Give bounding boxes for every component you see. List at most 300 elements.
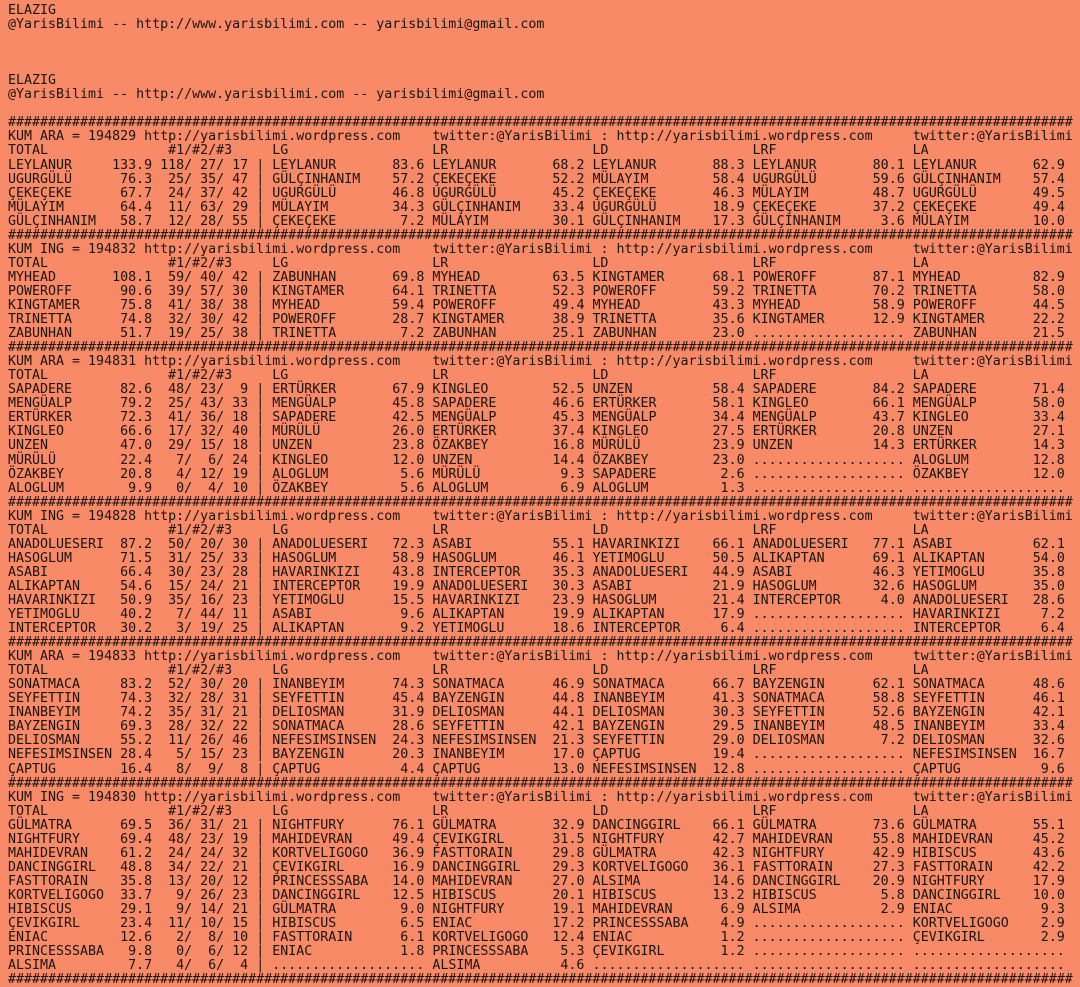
lr-name: BAYZENGIN <box>432 691 545 707</box>
horse-name: LEYLANUR <box>8 157 113 173</box>
lr-value: 45.3 <box>544 410 593 426</box>
placing-stats: 0/ 6/ 12 <box>152 944 249 960</box>
lrf-name: KINGTAMER <box>752 312 865 328</box>
no-data-dots: ................... <box>752 621 913 637</box>
twitter-handle: twitter:@YarisBilimi <box>912 129 1073 145</box>
lrf-value: 46.3 <box>864 564 913 580</box>
lrf-value: 52.6 <box>864 705 913 721</box>
ld-name: MENGÜALP <box>592 410 705 426</box>
lr-name: ÖZAKBEY <box>432 438 545 454</box>
horse-name: INANBEYIM <box>8 705 113 721</box>
lg-name: PRINCESSSABA <box>272 873 385 889</box>
ld-value: 66.1 <box>704 817 753 833</box>
total-value: 66.6 <box>112 424 153 440</box>
lr-name: HIBISCUS <box>432 887 545 903</box>
columns-header-line <box>8 664 1080 678</box>
placing-stats: 25/ 35/ 47 <box>152 171 249 187</box>
horse-name: SAPADERE <box>8 382 113 398</box>
total-value: 76.3 <box>112 171 153 187</box>
lr-value: 17.2 <box>544 916 593 932</box>
ld-value: 29.5 <box>704 719 753 735</box>
lrf-name: ANADOLUESERI <box>752 536 865 552</box>
horse-name: GÜLÇINHANIM <box>8 213 113 229</box>
lrf-name: INANBEYIM <box>752 719 865 735</box>
lg-name: ALIKAPTAN <box>272 621 385 637</box>
blog-url-link: http://yarisbilimi.wordpress.com <box>144 649 401 665</box>
la-name: GÜLÇINHANIM <box>912 171 1025 187</box>
lg-name: ASABI <box>272 607 385 623</box>
ld-value: 1.2 <box>704 930 753 946</box>
no-data-dots: ................... <box>912 958 1073 974</box>
twitter-handle: twitter:@YarisBilimi <box>432 354 593 370</box>
stats-row <box>8 959 1080 973</box>
column-label-lrf: LRF <box>752 663 913 679</box>
column-divider: | <box>248 297 273 313</box>
lg-value: 9.0 <box>384 902 433 917</box>
lg-value: 46.8 <box>384 185 433 201</box>
lrf-value: 87.1 <box>864 269 913 285</box>
placing-stats: 41/ 36/ 18 <box>152 410 249 426</box>
lg-value: 9.6 <box>384 607 433 623</box>
twitter-handle: twitter:@YarisBilimi <box>912 241 1073 257</box>
column-divider: | <box>248 944 273 960</box>
lr-name: ALOGLUM <box>432 480 545 496</box>
column-divider: | <box>248 550 273 566</box>
twitter-handle: twitter:@YarisBilimi <box>432 129 593 145</box>
lg-value: 64.1 <box>384 283 433 299</box>
stats-row <box>8 706 1080 720</box>
ld-name: ÇAPTUG <box>592 747 705 763</box>
lr-value: 29.8 <box>544 845 593 861</box>
lrf-name: LEYLANUR <box>752 157 865 173</box>
ld-name: ALOGLUM <box>592 480 705 496</box>
blog-url-link: http://yarisbilimi.wordpress.com <box>144 508 401 524</box>
total-value: 50.9 <box>112 592 153 608</box>
race-label: KUM ARA = 194829 <box>8 129 137 145</box>
placing-stats: 35/ 31/ 21 <box>152 705 249 721</box>
ld-name: ANADOLUESERI <box>592 564 705 580</box>
separator-line: ##################################################################################################################################### <box>8 115 1073 131</box>
no-data-dots: ................... <box>752 326 913 342</box>
lg-value: 59.4 <box>384 297 433 313</box>
lrf-name: POWEROFF <box>752 269 865 285</box>
stats-row <box>8 678 1080 692</box>
total-value: 72.3 <box>112 410 153 426</box>
column-divider: | <box>248 382 273 398</box>
la-name: YETIMOGLU <box>912 564 1025 580</box>
lr-value: 44.8 <box>544 691 593 707</box>
horse-name: GÜLMATRA <box>8 817 113 833</box>
horse-name: KINGLEO <box>8 424 113 440</box>
total-value: 58.7 <box>112 213 153 229</box>
lrf-name: UNZEN <box>752 438 865 454</box>
la-name: UGURGÜLÜ <box>912 185 1025 201</box>
la-name: UNZEN <box>912 424 1025 440</box>
ld-value: 19.4 <box>704 747 753 763</box>
lg-name: BAYZENGIN <box>272 747 385 763</box>
lg-name: MÜLAYIM <box>272 199 385 215</box>
placing-stats: 48/ 23/ 9 <box>152 382 249 398</box>
total-value: 29.1 <box>112 902 153 917</box>
column-divider: | <box>248 410 273 426</box>
lr-value: 32.9 <box>544 817 593 833</box>
column-label-lg: LG <box>272 663 433 679</box>
horse-name: ÇEKEÇEKE <box>8 185 113 201</box>
blog-url-link: http://yarisbilimi.wordpress.com <box>616 649 873 665</box>
lr-value: 14.4 <box>544 452 593 468</box>
placing-stats: 13/ 20/ 12 <box>152 873 249 889</box>
lg-value: 69.8 <box>384 269 433 285</box>
stats-row <box>8 734 1080 748</box>
lr-value: 52.3 <box>544 283 593 299</box>
column-divider: | <box>248 958 273 974</box>
column-label-la: LA <box>912 803 1073 819</box>
placing-stats: 7/ 44/ 11 <box>152 607 249 623</box>
la-name: SONATMACA <box>912 677 1025 693</box>
placing-stats: 24/ 37/ 42 <box>152 185 249 201</box>
ld-name: DELIOSMAN <box>592 705 705 721</box>
lg-value: 6.5 <box>384 916 433 932</box>
lg-name: INTERCEPTOR <box>272 578 385 594</box>
lr-name: ÇAPTUG <box>432 761 545 777</box>
race-label: KUM ARA = 194833 <box>8 649 137 665</box>
total-value: 30.2 <box>112 621 153 637</box>
horse-name: HAVARINKIZI <box>8 592 113 608</box>
lrf-value: 5.8 <box>864 887 913 903</box>
no-data-dots: ................... <box>592 958 753 974</box>
columns-header-line <box>8 257 1080 271</box>
stats-row <box>8 482 1080 496</box>
placing-stats: 4/ 6/ 4 <box>152 958 249 974</box>
la-value: 27.1 <box>1024 424 1073 440</box>
la-value: 42.2 <box>1024 859 1073 875</box>
la-value: 71.4 <box>1024 382 1073 398</box>
column-label-total: TOTAL <box>8 803 169 819</box>
placing-stats: 34/ 22/ 21 <box>152 859 249 875</box>
separator-line: ##################################################################################################################################### <box>8 227 1073 243</box>
lrf-value: 12.9 <box>864 312 913 328</box>
lg-value: 42.5 <box>384 410 433 426</box>
blog-url-link: http://yarisbilimi.wordpress.com <box>616 789 873 805</box>
lr-name: SAPADERE <box>432 396 545 412</box>
column-divider: | <box>248 578 273 594</box>
blank-line <box>8 102 1080 116</box>
lr-value: 37.4 <box>544 424 593 440</box>
lg-value: 24.3 <box>384 733 433 749</box>
lrf-name: ALIKAPTAN <box>752 550 865 566</box>
horse-name: FASTTORAIN <box>8 873 113 889</box>
lr-name: TRINETTA <box>432 283 545 299</box>
lg-name: POWEROFF <box>272 312 385 328</box>
placing-stats: 35/ 16/ 23 <box>152 592 249 608</box>
lrf-value: 20.9 <box>864 873 913 889</box>
total-value: 61.2 <box>112 845 153 861</box>
placing-stats: 15/ 24/ 21 <box>152 578 249 594</box>
lr-name: ALSIMA <box>432 958 545 974</box>
horse-name: UNZEN <box>8 438 113 454</box>
stats-row <box>8 903 1080 917</box>
lrf-value: 84.2 <box>864 382 913 398</box>
column-label-lr: LR <box>432 803 593 819</box>
lg-value: 74.3 <box>384 677 433 693</box>
total-value: 35.8 <box>112 873 153 889</box>
lr-value: 35.3 <box>544 564 593 580</box>
stats-row <box>8 763 1080 777</box>
ld-name: LEYLANUR <box>592 157 705 173</box>
lrf-value: 69.1 <box>864 550 913 566</box>
ld-name: KORTVELIGOGO <box>592 859 705 875</box>
placing-stats: 11/ 63/ 29 <box>152 199 249 215</box>
lr-name: POWEROFF <box>432 297 545 313</box>
ld-name: KINGLEO <box>592 424 705 440</box>
lr-value: 30.3 <box>544 578 593 594</box>
stats-row <box>8 159 1080 173</box>
total-value: 16.4 <box>112 761 153 777</box>
lrf-value: 58.8 <box>864 691 913 707</box>
la-value: 14.3 <box>1024 438 1073 454</box>
placing-stats: 29/ 15/ 18 <box>152 438 249 454</box>
columns-header-line <box>8 524 1080 538</box>
lrf-value: 77.1 <box>864 536 913 552</box>
stats-row <box>8 538 1080 552</box>
lr-name: KINGLEO <box>432 382 545 398</box>
placing-stats: 5/ 15/ 23 <box>152 747 249 763</box>
horse-name: BAYZENGIN <box>8 719 113 735</box>
total-value: 90.6 <box>112 283 153 299</box>
placing-stats: 52/ 30/ 20 <box>152 677 249 693</box>
separator-line: ##################################################################################################################################### <box>8 972 1073 987</box>
lg-value: 43.8 <box>384 564 433 580</box>
lr-name: INANBEYIM <box>432 747 545 763</box>
credit-line: @YarisBilimi -- http://www.yarisbilimi.com -- yarisbilimi@gmail.com <box>8 87 545 103</box>
twitter-handle: twitter:@YarisBilimi <box>432 241 593 257</box>
race-header-line: KUM ING = 194832 http://yarisbilimi.wordpress.com twitter:@YarisBilimi : http://yarisbilimi.wordpress.com twitter:@YarisBilimi <box>8 241 1073 257</box>
lr-name: MAHIDEVRAN <box>432 873 545 889</box>
column-divider: | <box>248 719 273 735</box>
total-value: 40.2 <box>112 607 153 623</box>
la-value: 28.6 <box>1024 592 1073 608</box>
ld-name: GÜLÇINHANIM <box>592 213 705 229</box>
lr-name: ÇEKEÇEKE <box>432 171 545 187</box>
placing-stats: 8/ 9/ 8 <box>152 761 249 777</box>
lrf-name: DELIOSMAN <box>752 733 865 749</box>
lr-value: 12.4 <box>544 930 593 946</box>
lr-name: NIGHTFURY <box>432 902 545 917</box>
column-divider: | <box>248 705 273 721</box>
column-divider: | <box>248 536 273 552</box>
horse-name: ÖZAKBEY <box>8 466 113 482</box>
lrf-value: 4.0 <box>864 592 913 608</box>
stats-row <box>8 580 1080 594</box>
placing-stats: 32/ 28/ 31 <box>152 691 249 707</box>
total-value: 28.4 <box>112 747 153 763</box>
ld-value: 68.1 <box>704 269 753 285</box>
lg-value: 28.7 <box>384 312 433 328</box>
lrf-value: 73.6 <box>864 817 913 833</box>
la-name: HASOGLUM <box>912 578 1025 594</box>
lr-value: 18.6 <box>544 621 593 637</box>
ld-value: 6.9 <box>704 902 753 917</box>
lr-name: FASTTORAIN <box>432 845 545 861</box>
lg-name: TRINETTA <box>272 326 385 342</box>
total-value: 71.5 <box>112 550 153 566</box>
column-divider: | <box>248 733 273 749</box>
column-divider: | <box>248 691 273 707</box>
total-value: 9.9 <box>112 480 153 496</box>
lg-name: NEFESIMSINSEN <box>272 733 385 749</box>
lr-name: ÇEVIKGIRL <box>432 831 545 847</box>
total-value: 22.4 <box>112 452 153 468</box>
horse-name: ALIKAPTAN <box>8 578 113 594</box>
lr-name: KINGTAMER <box>432 312 545 328</box>
ld-value: 4.9 <box>704 916 753 932</box>
total-value: 54.6 <box>112 578 153 594</box>
lg-name: ÇEKEÇEKE <box>272 213 385 229</box>
no-data-dots: ................... <box>752 480 913 496</box>
lrf-name: NIGHTFURY <box>752 845 865 861</box>
la-value: 2.9 <box>1024 930 1073 946</box>
la-value: 82.9 <box>1024 269 1073 285</box>
lr-value: 5.3 <box>544 944 593 960</box>
stats-row <box>8 720 1080 734</box>
la-value: 35.8 <box>1024 564 1073 580</box>
ld-value: 44.9 <box>704 564 753 580</box>
lg-name: GÜLÇINHANIM <box>272 171 385 187</box>
total-value: 74.8 <box>112 312 153 328</box>
la-value: 58.0 <box>1024 283 1073 299</box>
placing-stats: 50/ 20/ 30 <box>152 536 249 552</box>
separator-line: ##################################################################################################################################### <box>8 494 1073 510</box>
lr-value: 9.3 <box>544 466 593 482</box>
total-value: 20.8 <box>112 466 153 482</box>
la-name: ÇEVIKGIRL <box>912 930 1025 946</box>
blog-url-link: http://yarisbilimi.wordpress.com <box>144 129 401 145</box>
lr-value: 52.2 <box>544 171 593 187</box>
lr-name: ASABI <box>432 536 545 552</box>
la-name: SAPADERE <box>912 382 1025 398</box>
stats-row <box>8 861 1080 875</box>
ld-name: SAPADERE <box>592 466 705 482</box>
lrf-name: SONATMACA <box>752 691 865 707</box>
lg-value: 16.9 <box>384 859 433 875</box>
horse-name: ANADOLUESERI <box>8 536 113 552</box>
la-value: 62.1 <box>1024 536 1073 552</box>
twitter-handle: twitter:@YarisBilimi <box>432 789 593 805</box>
lrf-name: HIBISCUS <box>752 887 865 903</box>
lrf-value: 2.9 <box>864 902 913 917</box>
total-value: 69.4 <box>112 831 153 847</box>
horse-name: ENIAC <box>8 930 113 946</box>
no-data-dots: ................... <box>752 761 913 777</box>
la-name: LEYLANUR <box>912 157 1025 173</box>
horse-name: MÜRÜLÜ <box>8 452 113 468</box>
lg-value: 31.9 <box>384 705 433 721</box>
horse-name: ÇEVIKGIRL <box>8 916 113 932</box>
ld-name: NIGHTFURY <box>592 831 705 847</box>
horse-name: INTERCEPTOR <box>8 621 113 637</box>
la-value: 16.7 <box>1024 747 1073 763</box>
column-divider: | <box>248 592 273 608</box>
column-label-total: TOTAL <box>8 368 169 384</box>
lg-name: MÜRÜLÜ <box>272 424 385 440</box>
twitter-handle: twitter:@YarisBilimi <box>432 649 593 665</box>
lrf-name: ALSIMA <box>752 902 865 917</box>
ld-name: HASOGLUM <box>592 592 705 608</box>
lr-value: 20.1 <box>544 887 593 903</box>
la-name: INANBEYIM <box>912 719 1025 735</box>
column-divider: | <box>248 199 273 215</box>
column-label-lrf: LRF <box>752 143 913 159</box>
no-data-dots: ................... <box>912 480 1073 496</box>
horse-name: HASOGLUM <box>8 550 113 566</box>
columns-header-line <box>8 144 1080 158</box>
blog-url-link: http://yarisbilimi.wordpress.com <box>144 241 401 257</box>
ld-name: MAHIDEVRAN <box>592 902 705 917</box>
total-value: 69.5 <box>112 817 153 833</box>
ld-name: SONATMACA <box>592 677 705 693</box>
la-name: DANCINGGIRL <box>912 887 1025 903</box>
column-divider: | <box>248 902 273 917</box>
blog-url-link: http://yarisbilimi.wordpress.com <box>144 354 401 370</box>
la-name: GÜLMATRA <box>912 817 1025 833</box>
horse-name: ZABUNHAN <box>8 326 113 342</box>
lr-name: INTERCEPTOR <box>432 564 545 580</box>
total-value: 79.2 <box>112 396 153 412</box>
lg-name: ÇAPTUG <box>272 761 385 777</box>
la-value: 6.4 <box>1024 621 1073 637</box>
stats-row <box>8 889 1080 903</box>
ld-value: 17.3 <box>704 213 753 229</box>
la-name: ÇEKEÇEKE <box>912 199 1025 215</box>
stats-row <box>8 454 1080 468</box>
lr-value: 38.9 <box>544 312 593 328</box>
column-divider: | <box>248 326 273 342</box>
ld-name: ÖZAKBEY <box>592 452 705 468</box>
lr-name: ALIKAPTAN <box>432 607 545 623</box>
la-value: 46.1 <box>1024 691 1073 707</box>
column-label-ld: LD <box>592 368 753 384</box>
lg-name: ALOGLUM <box>272 466 385 482</box>
lg-name: SAPADERE <box>272 410 385 426</box>
la-value: 22.2 <box>1024 312 1073 328</box>
lg-name: ÇEVIKGIRL <box>272 859 385 875</box>
la-name: DELIOSMAN <box>912 733 1025 749</box>
twitter-handle: twitter:@YarisBilimi <box>912 508 1073 524</box>
lg-value: 12.5 <box>384 887 433 903</box>
race-label: KUM ING = 194832 <box>8 241 137 257</box>
no-data-dots: ................... <box>272 958 433 974</box>
horse-name: UGURGÜLÜ <box>8 171 113 187</box>
lrf-value: 20.8 <box>864 424 913 440</box>
la-value: 10.0 <box>1024 887 1073 903</box>
lr-name: NEFESIMSINSEN <box>432 733 545 749</box>
column-label-la: LA <box>912 255 1073 271</box>
stats-row <box>8 327 1080 341</box>
lr-value: 30.1 <box>544 213 593 229</box>
ld-value: 43.3 <box>704 297 753 313</box>
lg-name: ENIAC <box>272 944 385 960</box>
lg-value: 67.9 <box>384 382 433 398</box>
ld-value: 23.9 <box>704 438 753 454</box>
lrf-name: UGURGÜLÜ <box>752 171 865 187</box>
la-name: NEFESIMSINSEN <box>912 747 1025 763</box>
lrf-value: 37.2 <box>864 199 913 215</box>
la-name: MÜLAYIM <box>912 213 1025 229</box>
ld-name: ENIAC <box>592 930 705 946</box>
stats-row <box>8 313 1080 327</box>
placing-stats: 28/ 32/ 22 <box>152 719 249 735</box>
ld-value: 58.4 <box>704 171 753 187</box>
